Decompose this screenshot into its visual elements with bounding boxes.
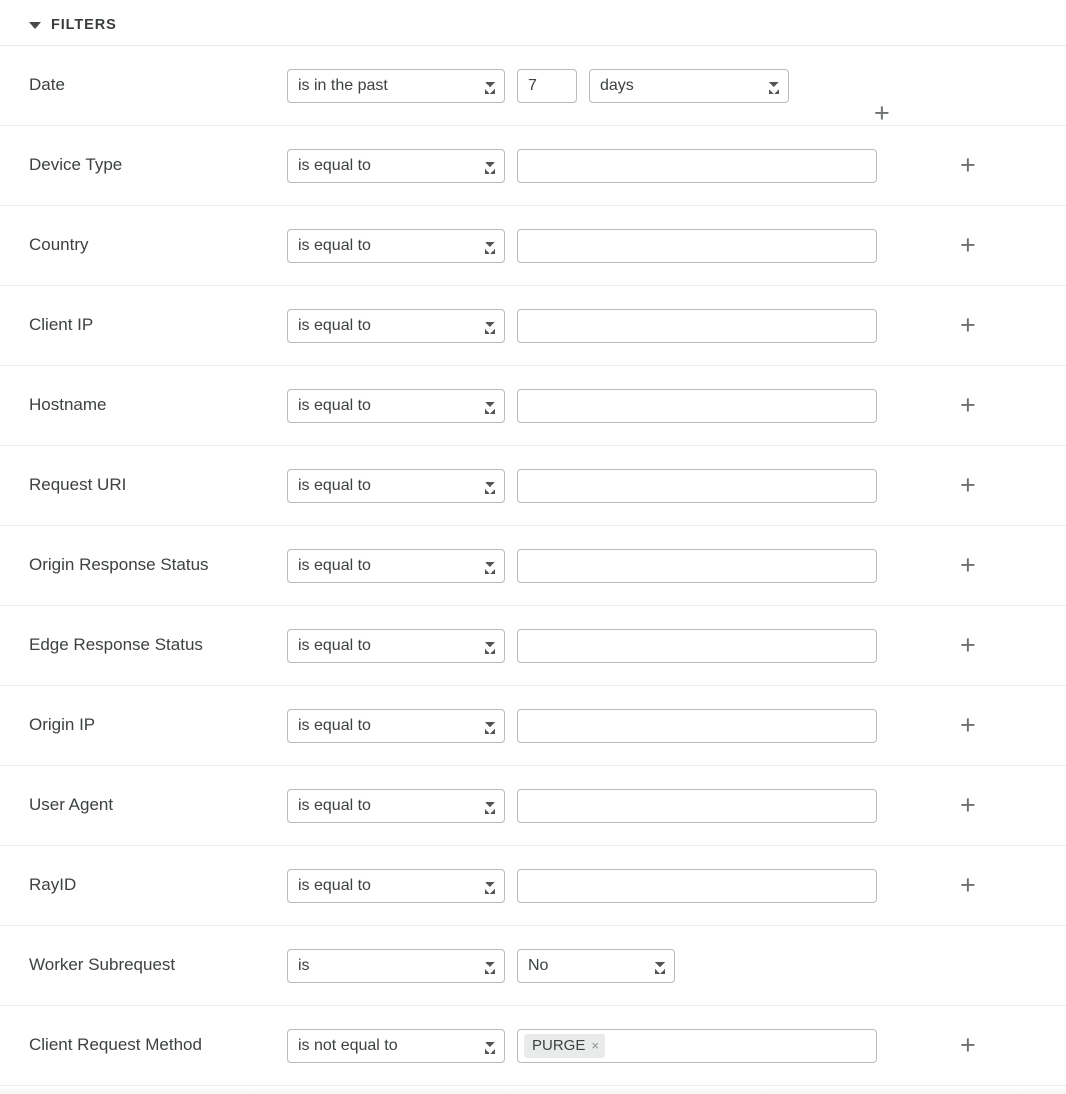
operator-select-country[interactable] xyxy=(287,229,505,263)
filter-row xyxy=(0,446,1066,526)
filter-controls xyxy=(287,469,1066,503)
filter-controls xyxy=(287,549,1066,583)
filter-controls xyxy=(287,229,1066,263)
filters-title: FILTERS xyxy=(51,16,117,33)
filter-controls xyxy=(287,949,1066,983)
value-input-user-agent[interactable] xyxy=(517,789,877,823)
add-filter-button-edge-response-status[interactable]: + xyxy=(960,630,976,660)
value-input-client-ip[interactable] xyxy=(517,309,877,343)
filter-label-worker-subrequest: Worker Subrequest xyxy=(29,955,176,975)
filter-row xyxy=(0,526,1066,606)
operator-select-hostname[interactable] xyxy=(287,389,505,423)
filter-row xyxy=(0,206,1066,286)
filter-row xyxy=(0,686,1066,766)
operator-select-edge-response-status[interactable] xyxy=(287,629,505,663)
filter-row xyxy=(0,126,1066,206)
operator-select-client-ip[interactable] xyxy=(287,309,505,343)
filter-row xyxy=(0,46,1066,126)
add-filter-button-origin-response-status[interactable]: + xyxy=(960,550,976,580)
operator-select-client-request-method[interactable] xyxy=(287,1029,505,1063)
caret-down-icon[interactable] xyxy=(29,22,41,29)
value-input-country[interactable] xyxy=(517,229,877,263)
filter-row xyxy=(0,1006,1066,1086)
filter-label-rayid: RayID xyxy=(29,875,77,895)
operator-select-origin-ip[interactable] xyxy=(287,709,505,743)
panel-bottom-edge xyxy=(0,1086,1066,1094)
filter-token[interactable] xyxy=(524,1034,605,1058)
filter-row xyxy=(0,606,1066,686)
value-input-request-uri[interactable] xyxy=(517,469,877,503)
duration-number-input[interactable] xyxy=(517,69,577,103)
filter-label-request-uri: Request URI xyxy=(29,475,127,495)
operator-select-worker-subrequest[interactable] xyxy=(287,949,505,983)
filter-controls xyxy=(287,389,1066,423)
filter-label-edge-response-status: Edge Response Status xyxy=(29,635,203,655)
filter-label-origin-response-status: Origin Response Status xyxy=(29,555,209,575)
add-filter-button-country[interactable]: + xyxy=(960,230,976,260)
filter-label-client-ip: Client IP xyxy=(29,315,94,335)
operator-select-date[interactable] xyxy=(287,69,505,103)
add-filter-button-request-uri[interactable]: + xyxy=(960,470,976,500)
filter-token-label: PURGE xyxy=(532,1037,586,1054)
filter-controls xyxy=(287,789,1066,823)
filter-row xyxy=(0,846,1066,926)
value-input-device-type[interactable] xyxy=(517,149,877,183)
value-input-hostname[interactable] xyxy=(517,389,877,423)
add-filter-button-date[interactable]: + xyxy=(874,98,890,128)
filter-label-date: Date xyxy=(29,75,65,95)
add-filter-button-origin-ip[interactable]: + xyxy=(960,710,976,740)
filter-row xyxy=(0,286,1066,366)
filter-controls xyxy=(287,709,1066,743)
operator-select-user-agent[interactable] xyxy=(287,789,505,823)
value-input-rayid[interactable] xyxy=(517,869,877,903)
filter-controls xyxy=(287,869,1066,903)
operator-select-rayid[interactable] xyxy=(287,869,505,903)
filter-row xyxy=(0,766,1066,846)
filter-label-country: Country xyxy=(29,235,89,255)
filter-label-origin-ip: Origin IP xyxy=(29,715,96,735)
value-input-origin-ip[interactable] xyxy=(517,709,877,743)
filter-row xyxy=(0,366,1066,446)
filter-row xyxy=(0,926,1066,1006)
operator-select-origin-response-status[interactable] xyxy=(287,549,505,583)
filter-controls xyxy=(287,69,1066,103)
filters-header[interactable] xyxy=(0,0,1066,46)
add-filter-button-device-type[interactable]: + xyxy=(960,150,976,180)
value-input-edge-response-status[interactable] xyxy=(517,629,877,663)
operator-select-device-type[interactable] xyxy=(287,149,505,183)
filter-label-device-type: Device Type xyxy=(29,155,123,175)
operator-select-request-uri[interactable] xyxy=(287,469,505,503)
duration-unit-select[interactable] xyxy=(589,69,789,103)
filter-controls xyxy=(287,1029,1066,1063)
filter-label-hostname: Hostname xyxy=(29,395,107,415)
add-filter-button-user-agent[interactable]: + xyxy=(960,790,976,820)
filter-controls xyxy=(287,309,1066,343)
filter-label-client-request-method: Client Request Method xyxy=(29,1035,202,1055)
add-filter-button-client-request-method[interactable]: + xyxy=(960,1030,976,1060)
value-select-worker-subrequest[interactable] xyxy=(517,949,675,983)
value-token-input-client-request-method[interactable] xyxy=(517,1029,877,1063)
add-filter-button-client-ip[interactable]: + xyxy=(960,310,976,340)
filter-label-user-agent: User Agent xyxy=(29,795,114,815)
filter-controls xyxy=(287,629,1066,663)
add-filter-button-hostname[interactable]: + xyxy=(960,390,976,420)
filter-controls xyxy=(287,149,1066,183)
value-input-origin-response-status[interactable] xyxy=(517,549,877,583)
add-filter-button-rayid[interactable]: + xyxy=(960,870,976,900)
close-icon[interactable]: × xyxy=(591,1038,599,1053)
